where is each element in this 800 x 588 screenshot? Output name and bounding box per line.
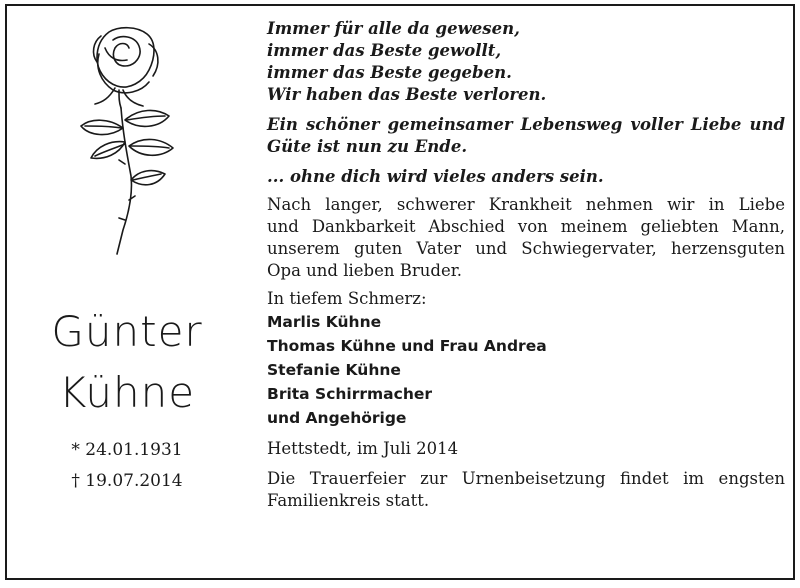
announcement-line: und Dankbarkeit Abschied von meinem geliebten Mann, [267, 217, 785, 236]
mourner-name: Thomas Kühne und Frau Andrea [267, 337, 547, 355]
verse-line: Wir haben das Beste verloren. [267, 85, 547, 104]
funeral-line: Familienkreis statt. [267, 491, 430, 510]
place-and-date: Hettstedt, im Juli 2014 [267, 439, 459, 458]
announcement-line: unserem guten Vater und Schwiegervater, herzensguten [267, 239, 785, 258]
funeral-notice [267, 468, 785, 512]
verse-line: Güte ist nun zu Ende. [267, 137, 468, 156]
verse-line: immer das Beste gewollt, [267, 41, 502, 60]
announcement-text [267, 194, 785, 282]
mourner-name: Brita Schirrmacher [267, 385, 433, 403]
mourner-name: Marlis Kühne [267, 313, 382, 331]
death-date: † 19.07.2014 [71, 471, 183, 491]
mourner-name: Stefanie Kühne [267, 361, 401, 379]
rose-illustration [69, 24, 189, 256]
mourners-list [267, 310, 785, 430]
deceased-last-name: Kühne [58, 368, 196, 417]
funeral-line: Die Trauerfeier zur Urnenbeisetzung findet im engsten [267, 469, 785, 488]
verse-closing: ... ohne dich wird vieles anders sein. [267, 167, 604, 186]
obituary-card [5, 4, 795, 580]
verse-block [267, 18, 785, 106]
verse-line: Ein schöner gemeinsamer Lebensweg voller Liebe und [267, 115, 785, 134]
mourners-intro: In tiefem Schmerz: [267, 289, 427, 308]
birth-date: * 24.01.1931 [71, 440, 183, 460]
verse-block-2 [267, 114, 785, 158]
verse-line: Immer für alle da gewesen, [267, 19, 520, 38]
mourner-name: und Angehörige [267, 409, 407, 427]
announcement-line: Nach langer, schwerer Krankheit nehmen wir in Liebe [267, 195, 785, 214]
verse-line: immer das Beste gegeben. [267, 63, 512, 82]
deceased-first-name: Günter [51, 307, 203, 356]
text-column [267, 18, 785, 512]
deceased-column [7, 6, 257, 578]
announcement-line: Opa und lieben Bruder. [267, 261, 463, 280]
